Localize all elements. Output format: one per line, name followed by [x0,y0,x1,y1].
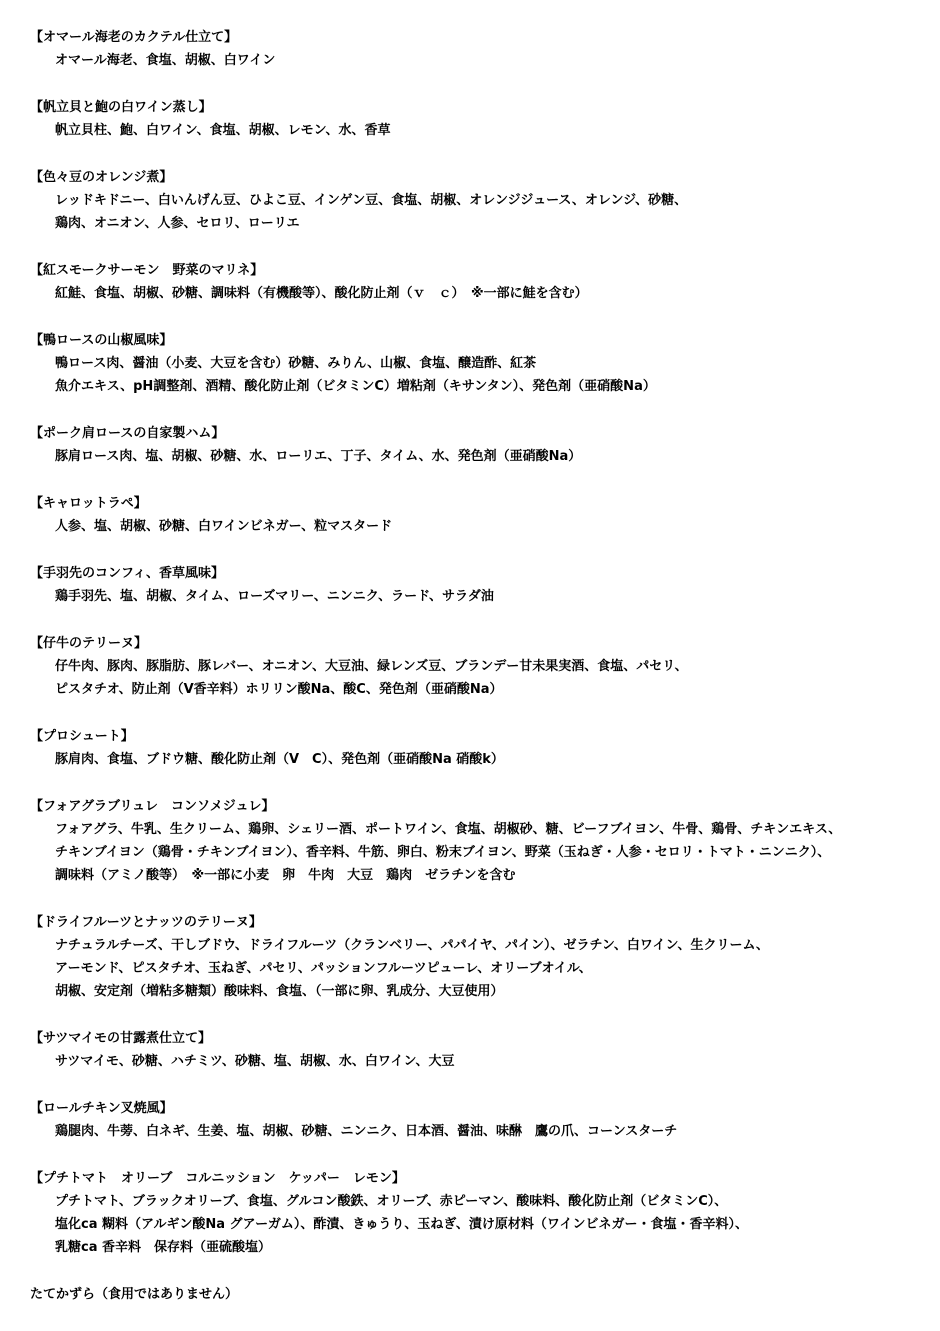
section-title: 【オマール海老のカクテル仕立て】 [30,30,238,45]
ingredient-line: 調味料（アミノ酸等） ※一部に小麦 卵 牛肉 大豆 鶏肉 ゼラチンを含む [55,868,516,883]
section-title: 【帆立貝と鮑の白ワイン蒸し】 [30,100,212,115]
ingredient-line: 塩化ca 糊料（アルギン酸Na グアーガム）、酢漬、きゅうり、玉ねぎ、漬け原材料（ワインビネガー・食塩・香辛料）、 [55,1217,748,1232]
ingredient-line: 鴨ロース肉、醤油（小麦、大豆を含む）砂糖、みりん、山椒、食塩、醸造酢、紅茶 [55,356,537,371]
ingredient-line: アーモンド、ピスタチオ、玉ねぎ、パセリ、パッションフルーツピューレ、オリーブオイル、 [55,961,592,976]
section-foie-gras [30,795,925,887]
ingredient-line: 人参、塩、胡椒、砂糖、白ワインビネガー、粒マスタード [55,519,393,534]
ingredient-line: オマール海老、食塩、胡椒、白ワイン [55,53,276,68]
ingredient-line: サツマイモ、砂糖、ハチミツ、砂糖、塩、胡椒、水、白ワイン、大豆 [55,1054,455,1069]
section-smoked-salmon [30,259,925,305]
ingredient-line: 豚肩肉、食塩、ブドウ糖、酸化防止剤（V C）、発色剤（亜硝酸Na 硝酸k） [55,752,504,767]
section-scallop-abalone [30,96,925,142]
ingredient-line: 鶏肉、オニオン、人参、セロリ、ローリエ [55,216,300,231]
ingredient-line: チキンブイヨン（鶏骨・チキンブイヨン）、香辛料、牛筋、卵白、粉末ブイヨン、野菜（玉ねぎ・人参・セロリ・トマト・ニンニク）、 [55,845,831,860]
ingredient-line: 乳糖ca 香辛料 保存料（亜硫酸塩） [55,1240,272,1255]
section-wing-confit [30,562,925,608]
section-duck-loin [30,329,925,398]
section-title: 【仔牛のテリーヌ】 [30,636,148,651]
section-title: 【キャロットラペ】 [30,496,147,511]
section-fruit-nut-terrine [30,911,925,1003]
section-tomato-olive [30,1167,925,1259]
section-title: 【サツマイモの甘露煮仕立て】 [30,1031,211,1046]
ingredient-line: 仔牛肉、豚肉、豚脂肪、豚レバー、オニオン、大豆油、緑レンズ豆、ブランデー甘未果実酒、食塩、パセリ、 [55,659,688,674]
ingredient-line: 紅鮭、食塩、胡椒、砂糖、調味料（有機酸等）、酸化防止剤（ｖ ｃ） ※一部に鮭を含む） [55,286,588,301]
ingredient-line: フォアグラ、牛乳、生クリーム、鶏卵、シェリー酒、ポートワイン、食塩、胡椒砂、糖、ビーフブイヨン、牛骨、鶏骨、チキンエキス、 [55,822,842,837]
section-title: 【紅スモークサーモン 野菜のマリネ】 [30,263,264,278]
section-pork-ham [30,422,925,468]
ingredient-line: 豚肩ロース肉、塩、胡椒、砂糖、水、ローリエ、丁子、タイム、水、発色剤（亜硝酸Na） [55,449,582,464]
section-title: 【プロシュート】 [30,729,134,744]
ingredient-list-page [30,26,925,1306]
section-title: 【ポーク肩ロースの自家製ハム】 [30,426,225,441]
section-prosciutto [30,725,925,771]
ingredient-line: 鶏腿肉、牛蒡、白ネギ、生姜、塩、胡椒、砂糖、ニンニク、日本酒、醤油、味醂 鷹の爪、コーンスターチ [55,1124,678,1139]
section-carrot-rapee [30,492,925,538]
section-sweet-potato [30,1027,925,1073]
section-title: 【色々豆のオレンジ煮】 [30,170,173,185]
ingredient-line: ナチュラルチーズ、干しブドウ、ドライフルーツ（クランベリー、パパイヤ、パイン）、ゼラチン、白ワイン、生クリーム、 [55,938,769,953]
section-title: 【フォアグラブリュレ コンソメジュレ】 [30,799,275,814]
ingredient-line: プチトマト、ブラックオリーブ、食塩、グルコン酸鉄、オリーブ、赤ピーマン、酸味料、酸化防止剤（ビタミンC）、 [55,1194,728,1209]
section-title: 【鴨ロースの山椒風味】 [30,333,173,348]
section-title: 【プチトマト オリーブ コルニッション ケッパー レモン】 [30,1171,405,1186]
ingredient-line: ピスタチオ、防止剤（V香辛料）ホリリン酸Na、酸C、発色剤（亜硝酸Na） [55,682,503,697]
section-roll-chicken [30,1097,925,1143]
section-title: 【ドライフルーツとナッツのテリーヌ】 [30,915,262,930]
section-title: 【手羽先のコンフィ、香草風味】 [30,566,224,581]
ingredient-line: 鶏手羽先、塩、胡椒、タイム、ローズマリー、ニンニク、ラード、サラダ油 [55,589,494,604]
section-beans-orange [30,166,925,235]
section-veal-terrine [30,632,925,701]
ingredient-line: 胡椒、安定剤（増粘多糖類）酸味料、食塩、（一部に卵、乳成分、大豆使用） [55,984,504,999]
ingredient-line: 帆立貝柱、鮑、白ワイン、食塩、胡椒、レモン、水、香草 [55,123,391,138]
ingredient-line: 魚介エキス、pH調整剤、酒精、酸化防止剤（ビタミンC）増粘剤（キサンタン）、発色剤（亜硝酸Na） [55,379,656,394]
footer-note: たてかずら（食用ではありません） [30,1287,239,1302]
ingredient-line: レッドキドニー、白いんげん豆、ひよこ豆、インゲン豆、食塩、胡椒、オレンジジュース、オレンジ、砂糖、 [55,193,688,208]
section-title: 【ロールチキン叉焼風】 [30,1101,173,1116]
section-lobster-cocktail [30,26,925,72]
